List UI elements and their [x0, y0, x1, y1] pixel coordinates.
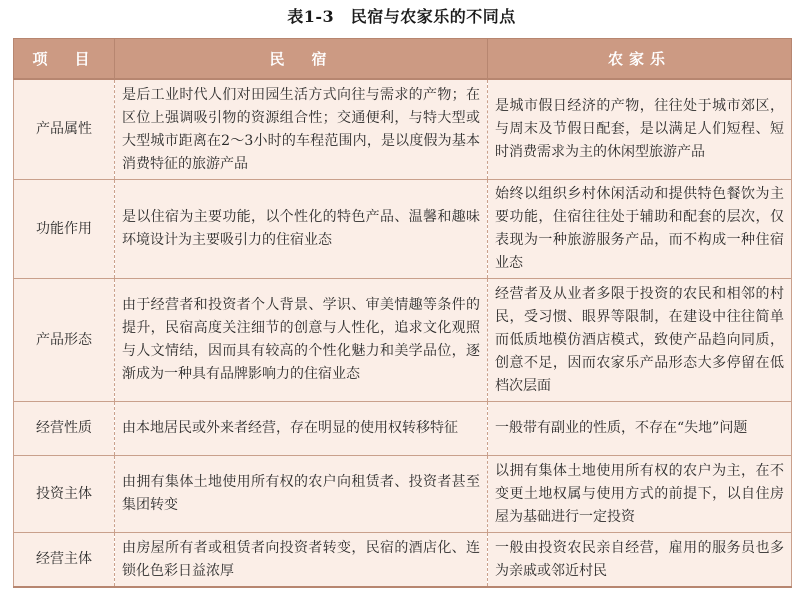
table-caption: 表1-3 民宿与农家乐的不同点 — [287, 7, 516, 26]
nongjiale-cell: 是城市假日经济的产物，往往处于城市郊区，与周末及节假日配套，是以满足人们短程、短时消费需求为主的休闲型旅游产品 — [488, 79, 792, 180]
table-row — [14, 456, 792, 533]
nongjiale-cell: 始终以组织乡村休闲活动和提供特色餐饮为主要功能，住宿往往处于辅助和配套的层次，仅表现为一种旅游服务产品，而不构成一种住宿业态 — [488, 180, 792, 279]
row-label: 投资主体 — [14, 456, 115, 533]
table-row — [14, 79, 792, 180]
minsu-cell: 是后工业时代人们对田园生活方式向往与需求的产物；在区位上强调吸引物的资源组合性；交通便利，与特大型或大型城市距离在2～3小时的车程范围内，是以度假为基本消费特征的旅游产品 — [115, 79, 488, 180]
row-label: 经营性质 — [14, 402, 115, 456]
minsu-cell: 由本地居民或外来者经营，存在明显的使用权转移特征 — [115, 402, 488, 456]
header-nongjiale: 农家乐 — [488, 39, 792, 80]
minsu-cell: 是以住宿为主要功能，以个性化的特色产品、温馨和趣味环境设计为主要吸引力的住宿业态 — [115, 180, 488, 279]
nongjiale-cell: 经营者及从业者多限于投资的农民和相邻的村民，受习惯、眼界等限制，在建设中往往简单而低质地模仿酒店模式，致使产品趋向同质，创意不足，因而农家乐产品形态大多停留在低档次层面 — [488, 279, 792, 402]
row-label: 功能作用 — [14, 180, 115, 279]
row-label: 产品形态 — [14, 279, 115, 402]
minsu-cell: 由房屋所有者或租赁者向投资者转变，民宿的酒店化、连锁化色彩日益浓厚 — [115, 533, 488, 588]
minsu-cell: 由拥有集体土地使用所有权的农户向租赁者、投资者甚至集团转变 — [115, 456, 488, 533]
comparison-table — [13, 38, 792, 588]
table-row — [14, 180, 792, 279]
header-minsu: 民 宿 — [115, 39, 488, 80]
table-header-row — [14, 39, 792, 80]
header-item: 项 目 — [14, 39, 115, 80]
table-row — [14, 533, 792, 588]
minsu-cell: 由于经营者和投资者个人背景、学识、审美情趣等条件的提升，民宿高度关注细节的创意与人性化，追求文化观照与人文情结，因而具有较高的个性化魅力和美学品位，逐渐成为一种具有品牌影响力的住宿业态 — [115, 279, 488, 402]
nongjiale-cell: 一般由投资农民亲自经营，雇用的服务员也多为亲戚或邻近村民 — [488, 533, 792, 588]
row-label: 产品属性 — [14, 79, 115, 180]
table-row — [14, 402, 792, 456]
nongjiale-cell: 以拥有集体土地使用所有权的农户为主，在不变更土地权属与使用方式的前提下，以自住房屋为基础进行一定投资 — [488, 456, 792, 533]
nongjiale-cell: 一般带有副业的性质，不存在“失地”问题 — [488, 402, 792, 456]
row-label: 经营主体 — [14, 533, 115, 588]
table-row — [14, 279, 792, 402]
